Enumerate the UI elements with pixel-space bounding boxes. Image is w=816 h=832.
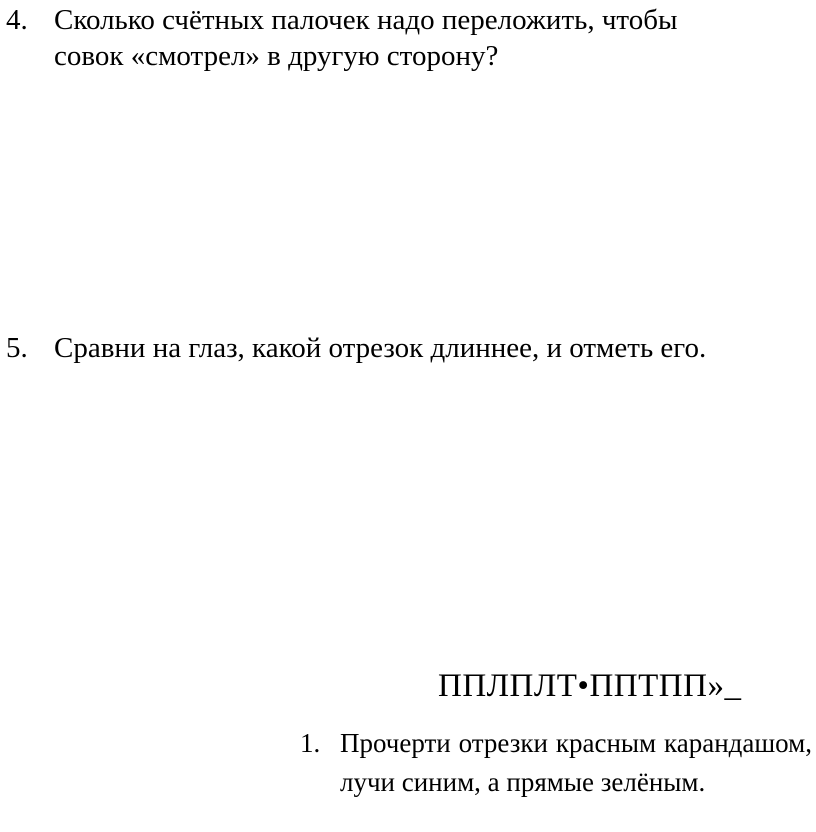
- task-4-text: Сколько счётных палочек надо переложить, чтобы совок «смотрел» в другую сторону?: [54, 4, 678, 73]
- sub-item-1: [300, 724, 812, 802]
- task-4-number: 4.: [6, 4, 28, 36]
- sub-item-1-number: 1.: [300, 728, 321, 758]
- task-5: [6, 330, 741, 366]
- task-5-number: 5.: [6, 332, 28, 364]
- task-5-text: Сравни на глаз, какой отрезок длиннее, и отметь его.: [54, 332, 707, 364]
- sub-item-1-text: Прочерти отрезки красным карандашом, лучи синим, а прямые зелёным.: [340, 728, 812, 798]
- task-4: [6, 2, 741, 75]
- section-heading: ППЛПЛТ•ППТПП»_: [438, 668, 742, 704]
